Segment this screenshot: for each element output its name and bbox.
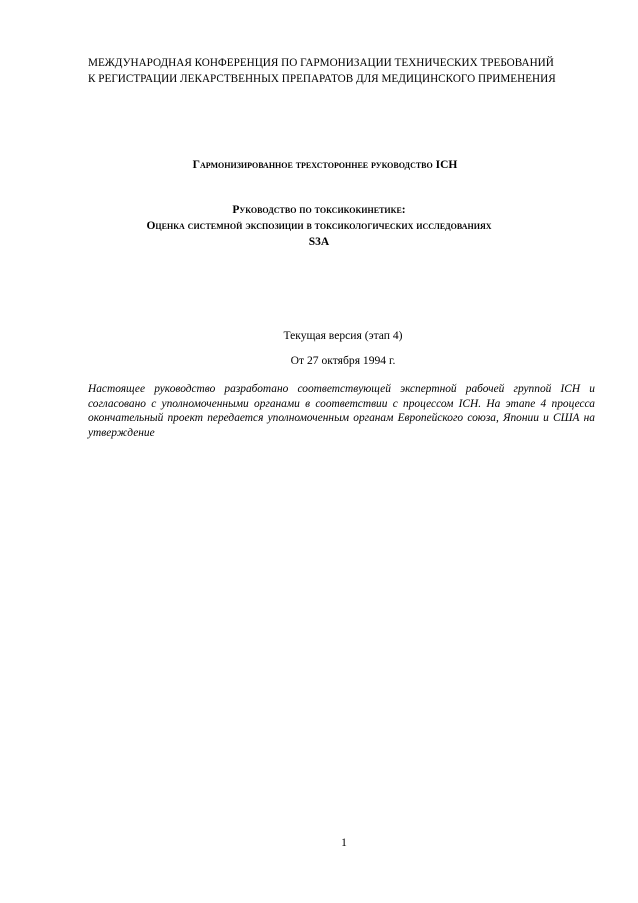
page-number: 1 <box>341 837 347 849</box>
harmonized-guideline-title: Гармонизированное трехстороннее руководство ICH <box>192 159 458 171</box>
guideline-note: Настоящее руководство разработано соответствующей экспертной рабочей группой ICH и согласовано с уполномоченными органами в соответствии с процессом ICH. На этапе 4 процесса окончательный проект передается уполномоченным органам Европейского союза, Японии и США на утверждение <box>88 383 595 439</box>
guideline-title-line-2: Оценка системной экспозиции в токсикологических исследованиях <box>146 220 492 232</box>
guideline-code: S3A <box>308 236 330 248</box>
version-block <box>0 323 638 373</box>
conference-header <box>88 55 600 87</box>
header-line-2: К РЕГИСТРАЦИИ ЛЕКАРСТВЕННЫХ ПРЕПАРАТОВ ДЛЯ МЕДИЦИНСКОГО ПРИМЕНЕНИЯ <box>88 73 556 85</box>
guideline-title-block <box>0 202 638 250</box>
header-line-1: МЕЖДУНАРОДНАЯ КОНФЕРЕНЦИЯ ПО ГАРМОНИЗАЦИИ ТЕХНИЧЕСКИХ ТРЕБОВАНИЙ <box>88 57 554 69</box>
current-version: Текущая версия (этап 4) <box>283 329 403 342</box>
guideline-title-line-1: Руководство по токсикокинетике: <box>232 204 406 216</box>
version-date: От 27 октября 1994 г. <box>290 354 396 367</box>
